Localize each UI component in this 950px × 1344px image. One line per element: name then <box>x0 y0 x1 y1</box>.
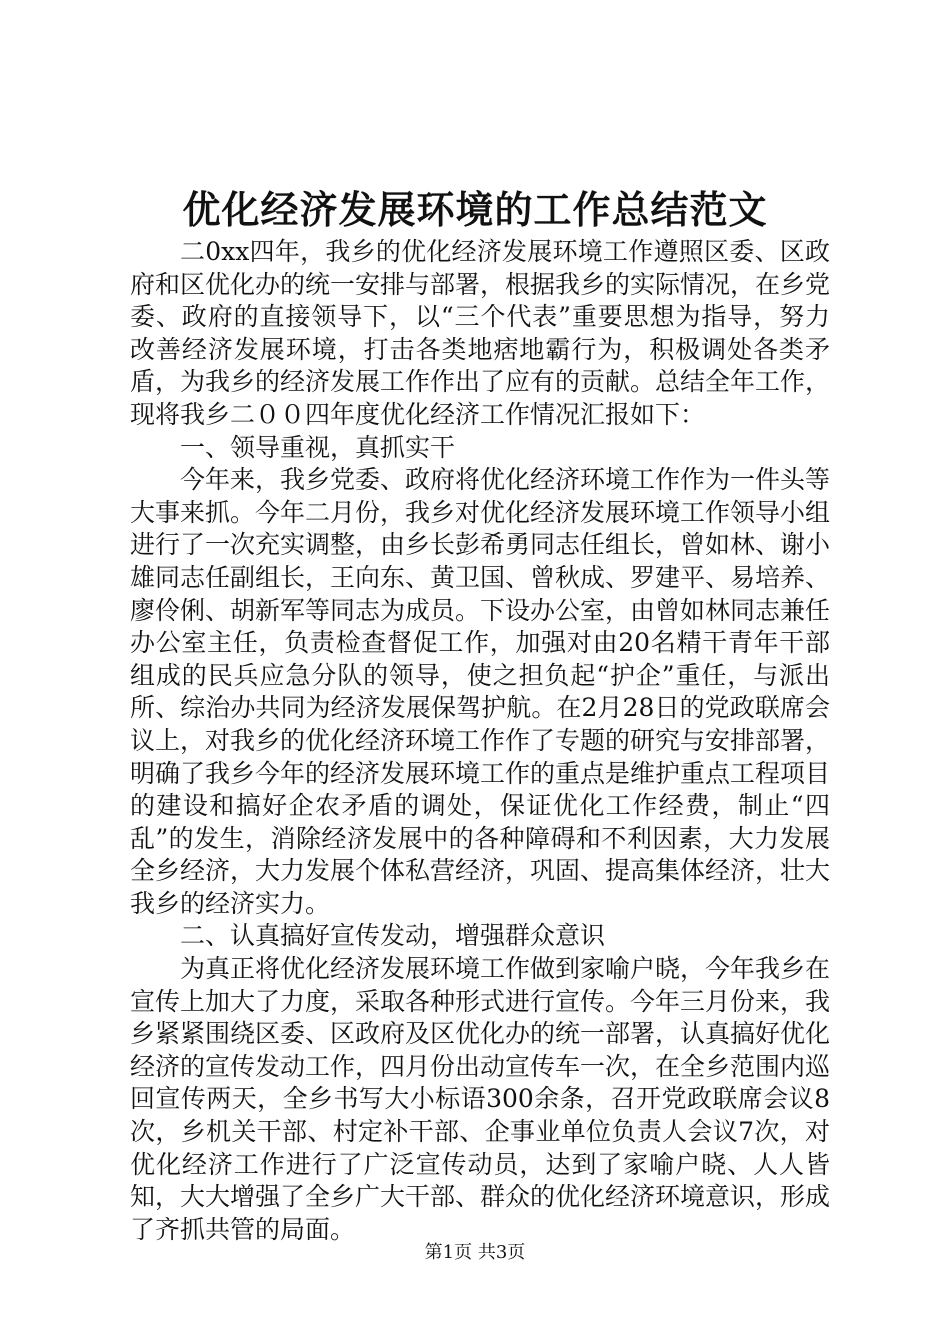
document-title: 优化经济发展环境的工作总结范文 <box>182 187 768 232</box>
paragraph-section-1: 今年来，我乡党委、政府将优化经济环境工作作为一件头等大事来抓。今年二月份，我乡对优化经济发展环境工作领导小组进行了一次充实调整，由乡长彭希勇同志任组长，曾如林、谢小雄同志任副组长，王向东、黄卫国、曾秋成、罗建平、易培养、廖伶俐、胡新军等同志为成员。下设办公室，由曾如林同志兼任办公室主任，负责检查督促工作，加强对由20名精干青年干部组成的民兵应急分队的领导，使之担负起“护企”重任，与派出所、综治办共同为经济发展保驾护航。在2月28日的党政联席会议上，对我乡的优化经济环境工作作了专题的研究与安排部署，明确了我乡今年的经济发展环境工作的重点是维护重点工程项目的建设和搞好企农矛盾的调处，保证优化工作经费，制止“四乱”的发生，消除经济发展中的各种障碍和不利因素，大力发展全乡经济，大力发展个体私营经济，巩固、提高集体经济，壮大我乡的经济实力。 <box>130 465 831 918</box>
document-body <box>130 236 830 1246</box>
section-heading-2: 二、认真搞好宣传发动，增强群众意识 <box>180 921 606 951</box>
paragraph-intro: 二0xx四年，我乡的优化经济发展环境工作遵照区委、区政府和区优化办的统一安排与部署，根据我乡的实际情况，在乡党委、政府的直接领导下，以“三个代表”重要思想为指导，努力改善经济发展环境，打击各类地痞地霸行为，积极调处各类矛盾，为我乡的经济发展工作作出了应有的贡献。总结全年工作，现将我乡二００四年度优化经济工作情况汇报如下： <box>130 237 831 429</box>
page-number-footer: 第1页 共3页 <box>424 1242 526 1263</box>
paragraph-section-2: 为真正将优化经济发展环境工作做到家喻户晓，今年我乡在宣传上加大了力度，采取各种形式进行宣传。今年三月份来，我乡紧紧围绕区委、区政府及区优化办的统一部署，认真搞好优化经济的宣传发动工作，四月份出动宣传车一次，在全乡范围内巡回宣传两天，全乡书写大小标语300余条，召开党政联席会议8次，乡机关干部、村定补干部、企事业单位负责人会议7次，对优化经济工作进行了广泛宣传动员，达到了家喻户晓、人人皆知，大大增强了全乡广大干部、群众的优化经济环境意识，形成了齐抓共管的局面。 <box>130 954 831 1244</box>
section-heading-1: 一、领导重视，真抓实干 <box>180 432 456 462</box>
